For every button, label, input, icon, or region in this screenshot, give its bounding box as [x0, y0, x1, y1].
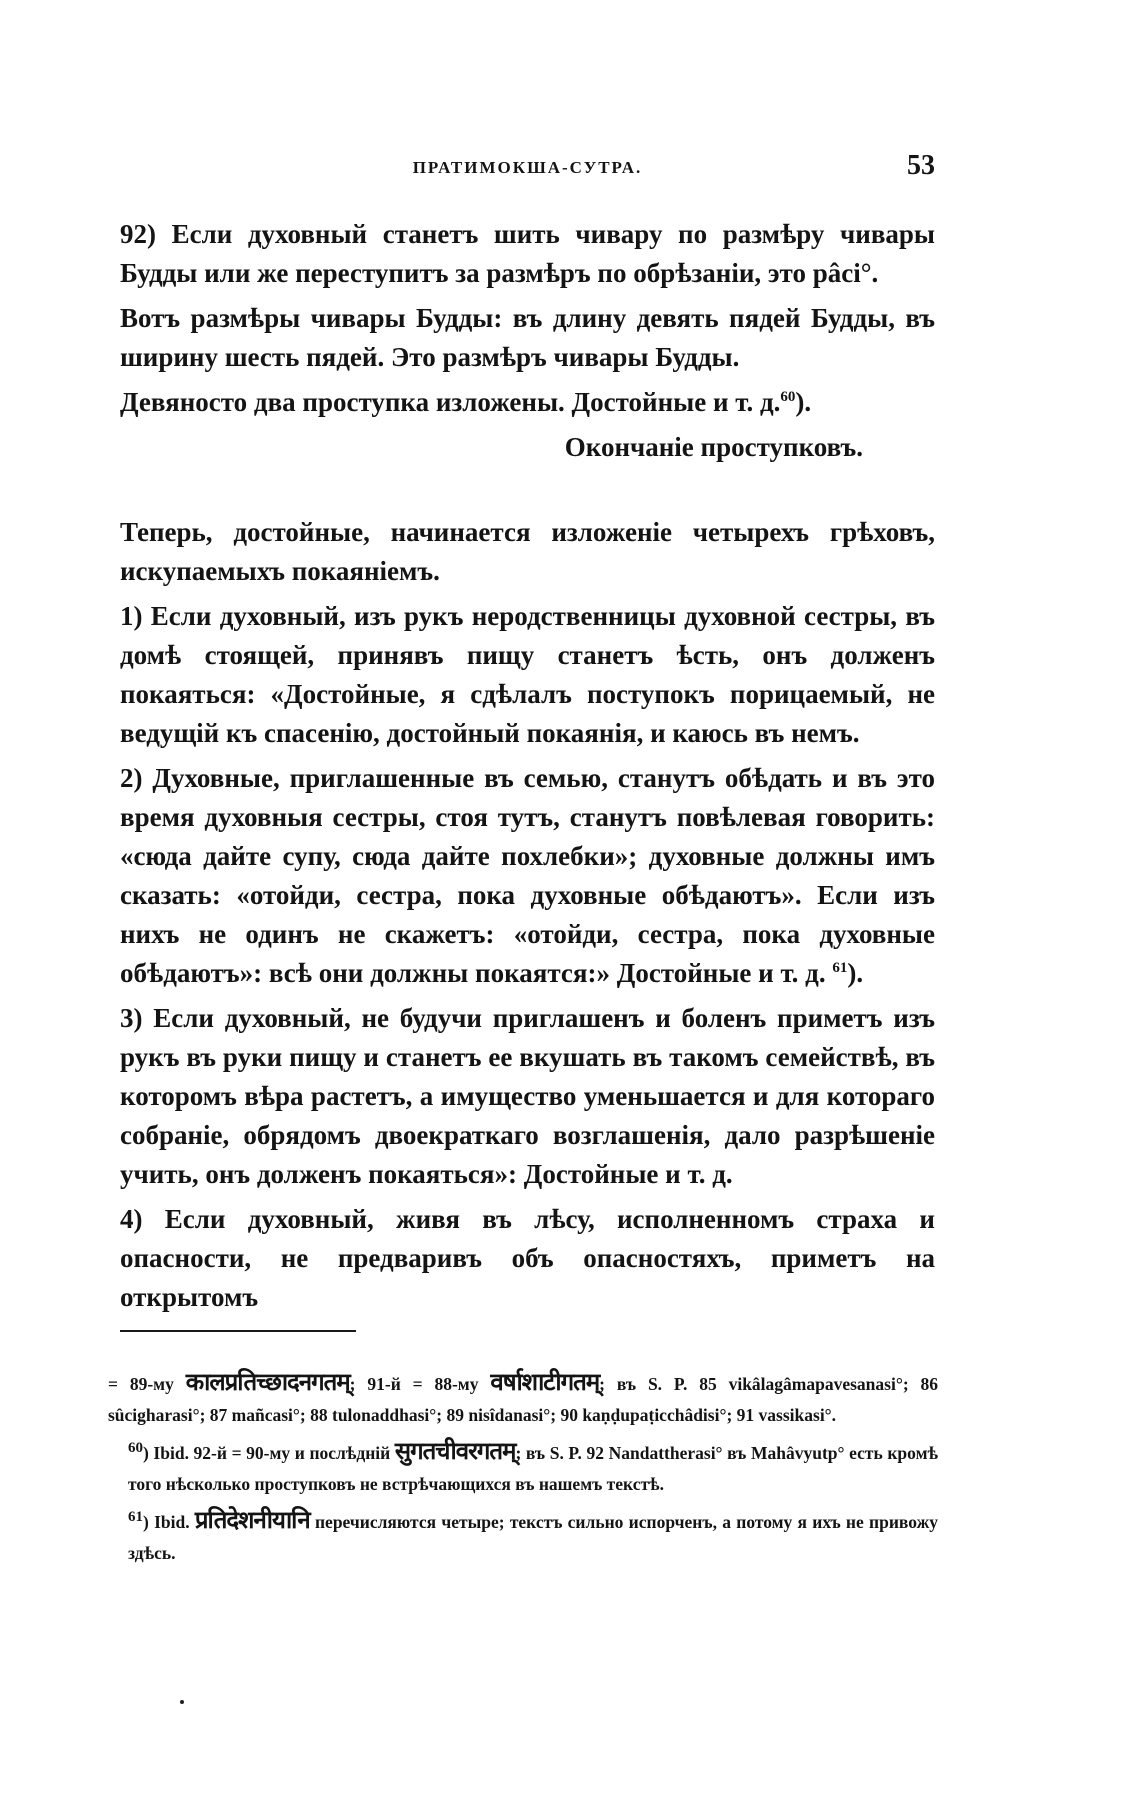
fn-cont-text-2: ; 91-й = 88-му [349, 1374, 479, 1394]
fn-cont-text-3: ; въ S. P. 85 vikâlagâmapavesanasi°; 86 sûcigharasi°; 87 mañcasi°; 88 tulonaddhasi°; 89 nisîdanasi°; 90 kaṇḍupaṭicchâdisi°; 91 vassikasi°. [108, 1374, 939, 1425]
print-speck [180, 1700, 184, 1704]
paragraph-summary-close: ). [795, 387, 812, 417]
sanskrit-term-2: वर्षाशाटीगतम् [490, 1370, 600, 1396]
footnote-61-text-a: ) Ibid. [143, 1512, 190, 1532]
paragraph-chivara-size [120, 299, 935, 377]
section-end-heading: Окончаніе проступковъ. [564, 432, 863, 462]
sanskrit-term-1: कालप्रतिच्छादनगतम् [185, 1370, 350, 1396]
paragraph-intro: Теперь, достойные, начинается изложеніе четырехъ грѣховъ, искупаемыхъ покаяніемъ. [120, 517, 935, 586]
page-number: 53 [907, 150, 935, 181]
paragraph-chivara-size-text: Вотъ размѣры чивары Будды: въ длину девять пядей Будды, въ ширину шесть пядей. Это размѣръ чивары Будды. [120, 303, 935, 372]
main-text [120, 215, 935, 1317]
paragraph-2 [120, 759, 935, 993]
footnote-61-marker: 61 [128, 1509, 143, 1526]
footnote-60-text-b: ; въ S. P. 92 Nandattherasi° въ Mahâvyutp° есть кромѣ того нѣсколько проступковъ не встрѣчающихся въ нашемъ текстѣ. [128, 1443, 938, 1494]
footnote-ref-61[interactable]: 61 [832, 960, 848, 976]
running-title: ПРАТИМОКША-СУТРА. [412, 158, 643, 177]
footnote-61 [108, 1506, 938, 1569]
footnote-divider [120, 1330, 356, 1332]
page-header [120, 150, 935, 190]
paragraph-1: 1) Если духовный, изъ рукъ неродственницы духовной сестры, въ домѣ стоящей, принявъ пищу станетъ ѣсть, онъ долженъ покаяться: «Достойные, я сдѣлалъ поступокъ порицаемый, не ведущій къ спасенію, достойный покаянія, и каюсь въ немъ. [120, 601, 935, 748]
paragraph-4: 4) Если духовный, живя въ лѣсу, исполненномъ страха и опасности, не предваривъ объ опасностяхъ, приметъ на открытомъ [120, 1204, 935, 1312]
paragraph-summary [120, 383, 935, 422]
footnote-ref-60[interactable]: 60 [780, 389, 796, 405]
sanskrit-term-3: सुगतचीवरगतम् [394, 1439, 516, 1465]
paragraph-2-close: ). [847, 958, 864, 988]
paragraph-summary-text: Девяносто два проступка изложены. Достойные и т. д. [120, 387, 781, 417]
paragraph-92 [120, 215, 935, 293]
footnote-continuation [108, 1368, 938, 1431]
paragraph-92-text: 92) Если духовный станетъ шить чивару по размѣру чивары Будды или же переступитъ за размѣръ по обрѣзаніи, это pâci°. [120, 219, 935, 288]
footnote-60-text-a: ) Ibid. 92-й = 90-му и послѣдній [143, 1443, 391, 1463]
footnote-61-text-b: перечисляются четыре; текстъ сильно испорченъ, а потому я ихъ не привожу здѣсь. [128, 1512, 939, 1563]
footnotes [108, 1368, 938, 1575]
paragraph-3: 3) Если духовный, не будучи приглашенъ и боленъ приметъ изъ рукъ въ руки пищу и станетъ ее вкушать въ такомъ семействѣ, въ которомъ вѣра растетъ, а имущество уменьшается и для котораго собраніе, обрядомъ двоекраткаго возглашенія, дало разрѣшеніе учить, онъ долженъ покаяться»: Достойные и т. д. [120, 1003, 935, 1189]
footnote-60-marker: 60 [128, 1440, 143, 1457]
paragraph-2-text: 2) Духовные, приглашенные въ семью, станутъ обѣдать и въ это время духовныя сестры, стоя тутъ, станутъ повѣлевая говорить: «сюда дайте супу, сюда дайте похлебки»; духовные должны имъ сказать: «отойди, сестра, пока духовные обѣдаютъ». Если изъ нихъ не одинъ не скажетъ: «отойди, сестра, пока духовные обѣдаютъ»: всѣ они должны покаятся:» Достойные и т. д. [120, 763, 935, 988]
sanskrit-term-4: प्रतिदेशनीयानि [194, 1508, 310, 1534]
fn-cont-text-1: = 89-му [108, 1374, 174, 1394]
footnote-60 [108, 1437, 938, 1500]
